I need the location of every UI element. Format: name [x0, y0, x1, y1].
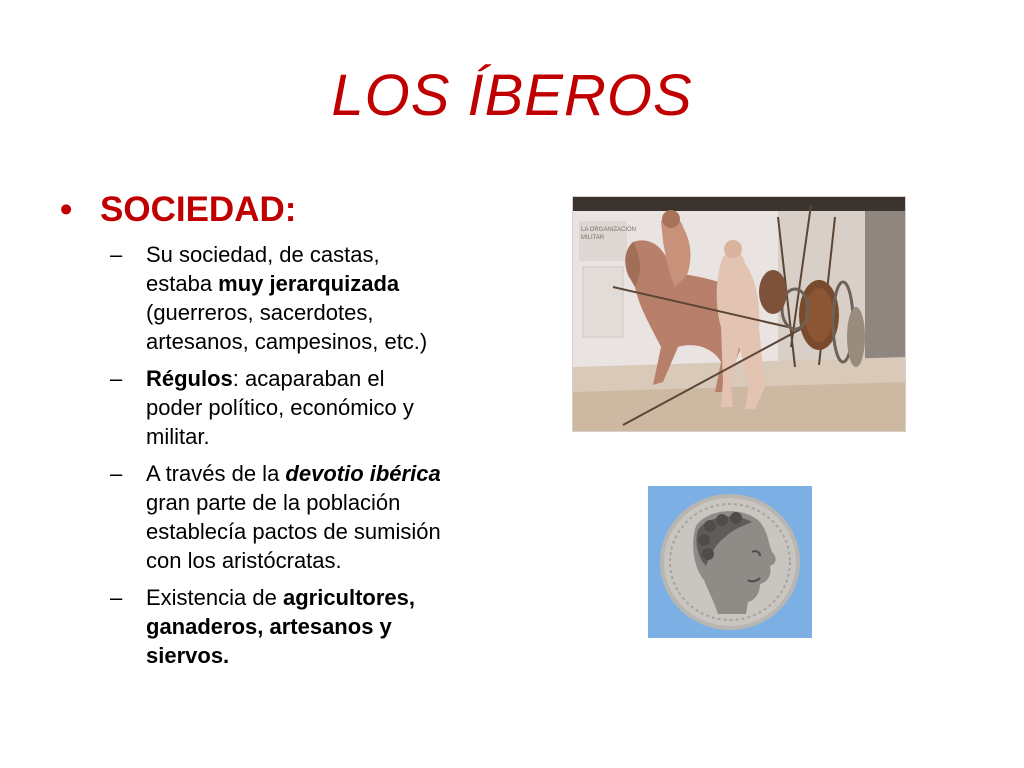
list-item — [110, 364, 500, 451]
list-item-text: estaba muy jerarquizada — [146, 271, 400, 296]
list-item-text: militar. — [146, 424, 210, 449]
dash-icon: – — [110, 366, 123, 391]
bullet-list — [110, 240, 500, 678]
coin-photo — [648, 486, 812, 638]
section-heading-text: SOCIEDAD: — [100, 190, 297, 229]
list-item-text: (guerreros, sacerdotes, — [146, 300, 374, 325]
diorama-photo — [572, 196, 906, 432]
list-item-text: Su sociedad, de castas, — [146, 242, 380, 267]
list-item — [110, 240, 500, 356]
section-heading — [60, 190, 296, 230]
list-item-text: ganaderos, artesanos y — [146, 614, 392, 639]
bullet-icon: • — [60, 190, 73, 229]
panel-text: LA ORGANIZACIÓN — [581, 227, 637, 233]
list-item-text: establecía pactos de sumisión — [146, 519, 441, 544]
dash-icon: – — [110, 242, 123, 267]
list-item-text: A través de la devotio ibérica — [146, 461, 441, 486]
list-item-text: Régulos: acaparaban el — [146, 366, 385, 391]
panel-text: MILITAR — [581, 235, 605, 241]
list-item-text: con los aristócratas. — [146, 548, 342, 573]
list-item — [110, 459, 500, 575]
list-item-text: Existencia de agricultores, — [146, 585, 416, 610]
diorama-illustration — [573, 197, 905, 431]
list-item-text: siervos. — [146, 643, 230, 668]
dash-icon: – — [110, 461, 123, 486]
list-item-text: poder político, económico y — [146, 395, 414, 420]
list-item-text: gran parte de la población — [146, 490, 401, 515]
slide-title: LOS ÍBEROS — [331, 63, 693, 128]
list-item — [110, 583, 500, 670]
coin-illustration — [648, 486, 812, 638]
list-item-text: artesanos, campesinos, etc.) — [146, 329, 428, 354]
dash-icon: – — [110, 585, 123, 610]
